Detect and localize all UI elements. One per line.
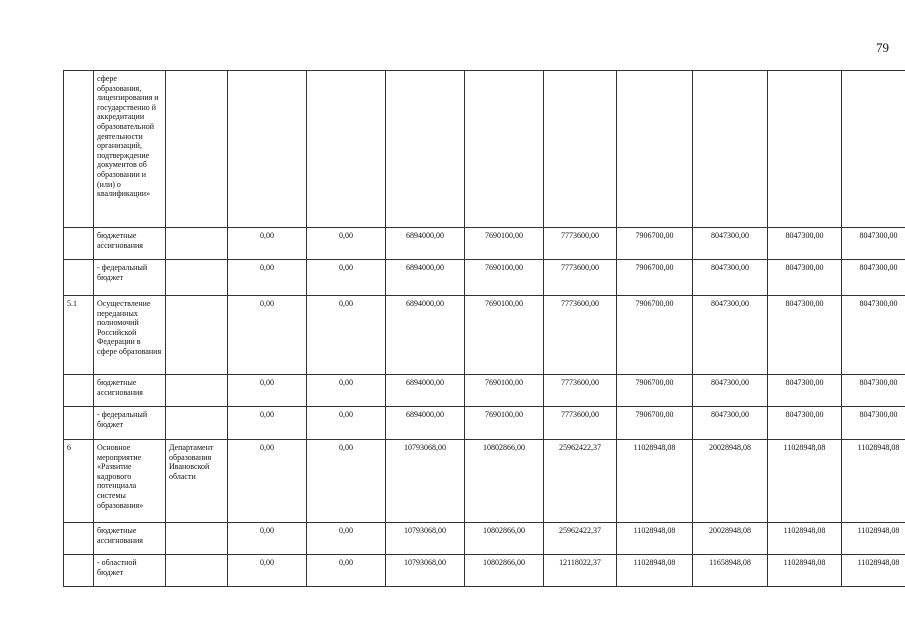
value-cell: 7773600,00 [544,407,617,440]
value-cell: 8047300,00 [693,296,768,375]
value-cell: 7690100,00 [465,407,544,440]
value-cell: 0,00 [307,555,386,587]
value-cell [768,71,842,228]
row-number-cell [64,228,94,260]
table-row [64,407,905,440]
value-cell: 0,00 [307,375,386,407]
row-number-cell [64,407,94,440]
row-name-cell: - федеральный бюджет [94,407,166,440]
page-number: 79 [876,40,889,55]
value-cell [693,71,768,228]
value-cell: 8047300,00 [768,407,842,440]
value-cell: 7690100,00 [465,375,544,407]
value-cell: 7906700,00 [617,407,693,440]
value-cell: 0,00 [228,260,307,296]
value-cell: 6894000,00 [386,407,465,440]
row-name-cell: сфере образования, лицензирования и государственно й аккредитации образовательной деятельности организаций, подтверждение документов об образовании и (или) о квалификации» [94,71,166,228]
value-cell: 7773600,00 [544,375,617,407]
value-cell: 0,00 [307,260,386,296]
value-cell: 8047300,00 [768,296,842,375]
value-cell: 10802866,00 [465,523,544,555]
table-row [64,375,905,407]
row-name-cell: - федеральный бюджет [94,260,166,296]
row-number-cell [64,523,94,555]
value-cell [617,71,693,228]
row-name-cell: бюджетные ассигнования [94,523,166,555]
value-cell [465,71,544,228]
value-cell: 6894000,00 [386,228,465,260]
value-cell: 7690100,00 [465,260,544,296]
row-name-cell: - областной бюджет [94,555,166,587]
value-cell: 11028948,08 [842,440,905,523]
executor-cell [166,71,228,228]
value-cell: 0,00 [228,440,307,523]
value-cell: 0,00 [307,228,386,260]
value-cell [228,71,307,228]
value-cell: 8047300,00 [693,375,768,407]
value-cell: 11028948,08 [842,555,905,587]
value-cell: 11028948,08 [768,555,842,587]
executor-cell [166,375,228,407]
value-cell: 8047300,00 [693,260,768,296]
value-cell: 0,00 [307,440,386,523]
value-cell: 11658948,08 [693,555,768,587]
value-cell: 25962422,37 [544,523,617,555]
table-row [64,296,905,375]
value-cell: 6894000,00 [386,375,465,407]
value-cell: 0,00 [228,523,307,555]
executor-cell: Департамент образования Ивановской области [166,440,228,523]
value-cell: 10793068,00 [386,555,465,587]
row-number-cell [64,375,94,407]
table-row [64,555,905,587]
value-cell: 8047300,00 [693,407,768,440]
value-cell: 0,00 [228,228,307,260]
value-cell: 10793068,00 [386,523,465,555]
value-cell: 11028948,08 [617,523,693,555]
value-cell: 7773600,00 [544,260,617,296]
value-cell [842,71,905,228]
value-cell: 12118022,37 [544,555,617,587]
value-cell: 0,00 [228,375,307,407]
value-cell: 20028948,08 [693,440,768,523]
value-cell: 7906700,00 [617,296,693,375]
executor-cell [166,228,228,260]
value-cell: 8047300,00 [842,407,905,440]
executor-cell [166,523,228,555]
table-row [64,523,905,555]
value-cell: 8047300,00 [842,296,905,375]
value-cell: 11028948,08 [768,440,842,523]
table-row [64,260,905,296]
value-cell: 7773600,00 [544,296,617,375]
value-cell: 7906700,00 [617,228,693,260]
value-cell: 25962422,37 [544,440,617,523]
value-cell: 8047300,00 [693,228,768,260]
value-cell: 8047300,00 [768,260,842,296]
row-number-cell [64,71,94,228]
value-cell: 0,00 [307,296,386,375]
executor-cell [166,260,228,296]
value-cell: 0,00 [228,555,307,587]
row-number-cell: 5.1 [64,296,94,375]
value-cell: 10802866,00 [465,555,544,587]
value-cell: 0,00 [307,523,386,555]
value-cell: 8047300,00 [768,228,842,260]
executor-cell [166,296,228,375]
row-number-cell: 6 [64,440,94,523]
value-cell: 8047300,00 [842,228,905,260]
value-cell [386,71,465,228]
value-cell: 8047300,00 [842,375,905,407]
value-cell: 0,00 [228,296,307,375]
value-cell: 7773600,00 [544,228,617,260]
table-row [64,228,905,260]
value-cell: 11028948,08 [617,440,693,523]
value-cell: 7906700,00 [617,260,693,296]
executor-cell [166,407,228,440]
executor-cell [166,555,228,587]
row-name-cell: Основное мероприятие «Развитие кадрового потенциала системы образования» [94,440,166,523]
budget-table [63,70,905,587]
value-cell: 20028948,08 [693,523,768,555]
value-cell: 10793068,00 [386,440,465,523]
table-row [64,440,905,523]
value-cell: 0,00 [228,407,307,440]
row-name-cell: бюджетные ассигнования [94,228,166,260]
value-cell: 7690100,00 [465,296,544,375]
value-cell: 7690100,00 [465,228,544,260]
row-number-cell [64,555,94,587]
row-name-cell: бюджетные ассигнования [94,375,166,407]
row-name-cell: Осуществление переданных полномочий Российской Федерации в сфере образования [94,296,166,375]
value-cell: 8047300,00 [842,260,905,296]
value-cell: 6894000,00 [386,260,465,296]
value-cell: 10802866,00 [465,440,544,523]
table-row [64,71,905,228]
value-cell: 8047300,00 [768,375,842,407]
value-cell [544,71,617,228]
value-cell: 11028948,08 [617,555,693,587]
value-cell: 0,00 [307,407,386,440]
value-cell: 11028948,08 [768,523,842,555]
value-cell: 6894000,00 [386,296,465,375]
row-number-cell [64,260,94,296]
value-cell: 7906700,00 [617,375,693,407]
value-cell: 11028948,08 [842,523,905,555]
value-cell [307,71,386,228]
